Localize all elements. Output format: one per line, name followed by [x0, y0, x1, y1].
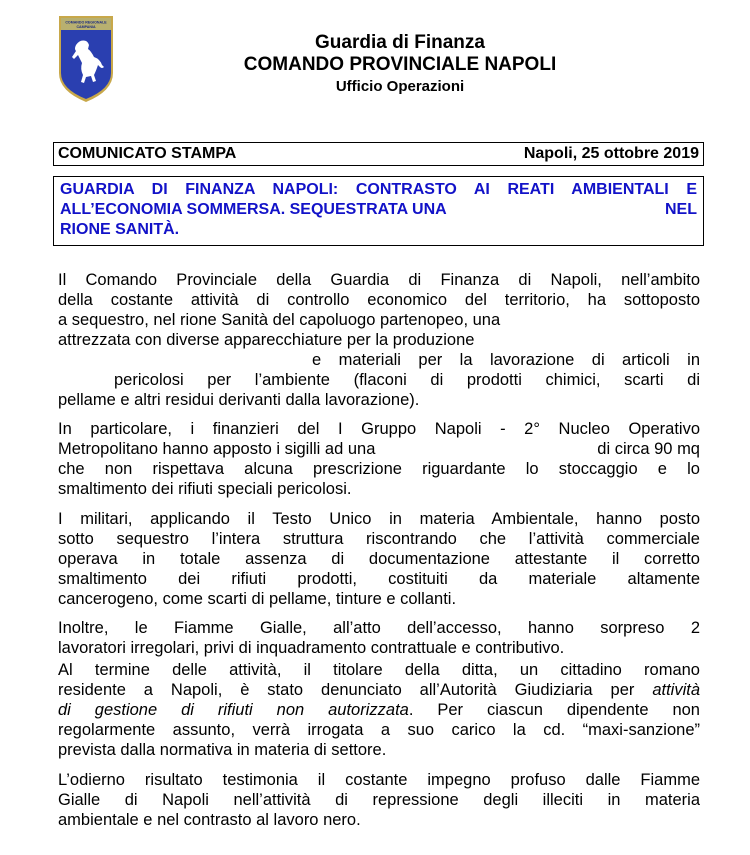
headline-line-2-end: NEL	[665, 201, 697, 218]
paragraph-italic: di gestione di rifiuti non autorizzata	[58, 701, 409, 719]
paragraph-line-end: di circa 90 mq	[597, 440, 700, 458]
paragraph-line: della costante attività di controllo economico del territorio, ha sottoposto	[58, 291, 700, 309]
headline-line-2-start: ALL’ECONOMIA SOMMERSA. SEQUESTRATA UNA	[60, 201, 447, 218]
paragraph-line	[58, 439, 700, 459]
paragraph-line: pericolosi per l’ambiente (flaconi di prodotti chimici, scarti di	[114, 371, 700, 389]
paragraph-line: attrezzata con diverse apparecchiature per la produzione	[58, 331, 475, 349]
crest-text-2: CAMPANIA	[76, 25, 96, 29]
paragraph-line: operava in totale assenza di documentazione attestante il corretto	[58, 550, 700, 568]
paragraph-line: che non rispettava alcuna prescrizione riguardante lo stoccaggio e lo	[58, 460, 700, 478]
paragraph-line: sotto sequestro l’intera struttura riscontrando che l’attività commerciale	[58, 530, 700, 548]
paragraph-3	[58, 509, 700, 609]
command-name: COMANDO PROVINCIALE NAPOLI	[243, 54, 557, 75]
paragraph-6	[58, 770, 700, 830]
headline-line-3: RIONE SANITÀ.	[60, 221, 180, 238]
paragraph-2	[58, 419, 700, 499]
press-release-bar	[53, 142, 704, 166]
paragraph-text: residente a Napoli, è stato denunciato all’Autorità Giudiziaria per	[58, 681, 635, 699]
paragraph-line	[58, 700, 700, 720]
paragraph-line: Gialle di Napoli nell’attività di repressione degli illeciti in materia	[58, 791, 700, 809]
paragraph-line: pellame e altri residui derivanti dalla lavorazione).	[58, 391, 420, 409]
paragraph-text: . Per ciascun dipendente non	[408, 701, 700, 719]
paragraph-line: regolarmente assunto, verrà irrogata a suo carico la cd. “maxi-sanzione”	[58, 721, 700, 739]
paragraph-line: Inoltre, le Fiamme Gialle, all’atto dell’accesso, hanno sorpreso 2	[58, 619, 700, 637]
paragraph-5	[58, 660, 700, 760]
paragraph-line: prevista dalla normativa in materia di settore.	[58, 741, 387, 759]
paragraph-line	[58, 680, 700, 700]
paragraph-italic: attività	[652, 681, 700, 699]
office-name: Ufficio Operazioni	[335, 78, 465, 95]
paragraph-line: Al termine delle attività, il titolare della ditta, un cittadino romano	[58, 661, 700, 679]
paragraph-line: I militari, applicando il Testo Unico in materia Ambientale, hanno posto	[58, 510, 700, 528]
paragraph-line: smaltimento dei rifiuti speciali pericolosi.	[58, 480, 352, 498]
headline-line-2	[60, 200, 697, 220]
paragraph-1	[58, 270, 700, 410]
org-name: Guardia di Finanza	[315, 32, 485, 53]
paragraph-line: lavoratori irregolari, privi di inquadramento contrattuale e contributivo.	[58, 639, 565, 657]
paragraph-line: ambientale e nel contrasto al lavoro nero.	[58, 811, 361, 829]
paragraph-4	[58, 618, 700, 658]
headline-box	[53, 176, 704, 246]
paragraph-line: L’odierno risultato testimonia il costante impegno profuso dalle Fiamme	[58, 771, 700, 789]
paragraph-line: a sequestro, nel rione Sanità del capoluogo partenopeo, una	[58, 311, 501, 329]
press-release-label: COMUNICATO STAMPA	[58, 145, 237, 162]
paragraph-line: In particolare, i finanzieri del I Gruppo Napoli - 2° Nucleo Operativo	[58, 420, 700, 438]
crest-text-1: COMANDO REGIONALE	[65, 20, 107, 25]
press-release-date: Napoli, 25 ottobre 2019	[523, 145, 699, 162]
headline-line-1: GUARDIA DI FINANZA NAPOLI: CONTRASTO AI REATI AMBIENTALI E	[60, 181, 697, 198]
paragraph-line: e materiali per la lavorazione di articoli in	[312, 351, 700, 369]
paragraph-line: cancerogeno, come scarti di pellame, tinture e collanti.	[58, 590, 457, 608]
paragraph-line-start: Metropolitano hanno apposto i sigilli ad una	[58, 440, 376, 458]
paragraph-line: Il Comando Provinciale della Guardia di Finanza di Napoli, nell’ambito	[58, 271, 700, 289]
crest-logo	[58, 15, 114, 103]
paragraph-line: smaltimento dei rifiuti prodotti, costituiti da materiale altamente	[58, 570, 700, 588]
